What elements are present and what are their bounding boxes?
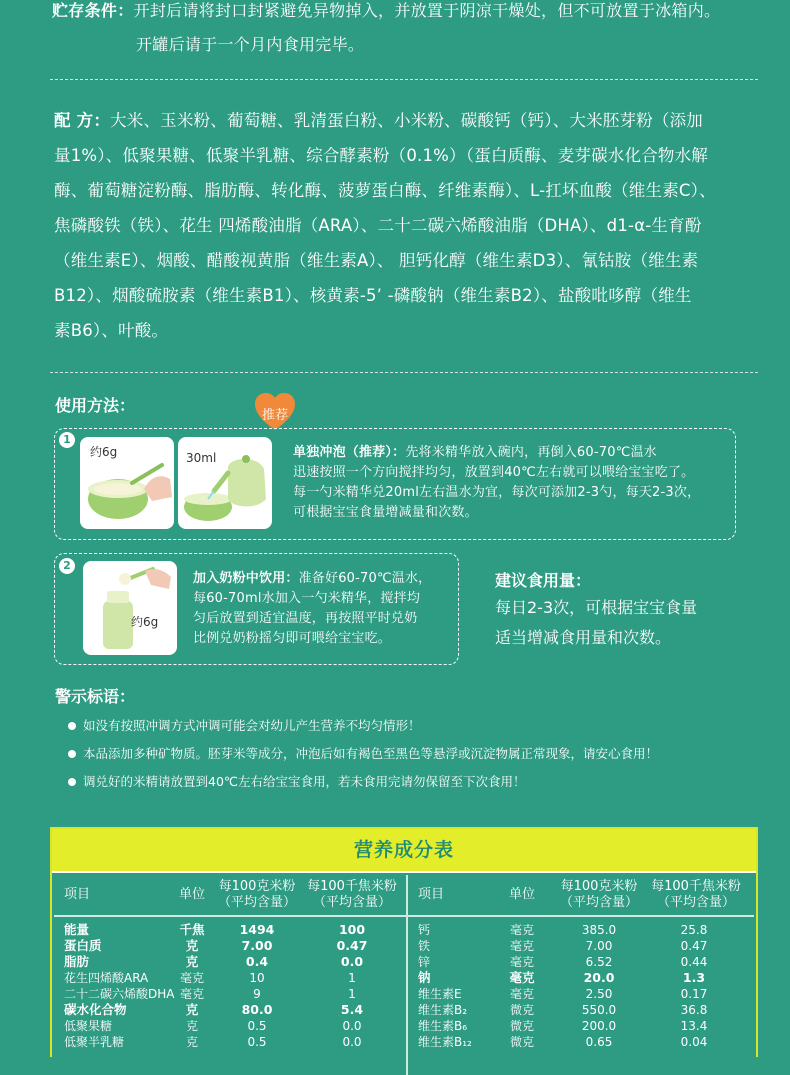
nutrition-cell-kj: 0.17 xyxy=(680,987,708,1001)
nutrition-cell-unit: 微克 xyxy=(509,1019,534,1033)
ingredients-line: 配 方：大米、玉米粉、葡萄糖、乳清蛋白粉、小米粉、碳酸钙（钙）、大米胚芽粉（添加 xyxy=(54,111,703,130)
nutrition-cell-item: 低聚半乳糖 xyxy=(64,1035,125,1049)
nutrition-cell-item: 钠 xyxy=(418,970,431,985)
nutrition-cell-unit: 千焦 xyxy=(179,922,205,937)
nutrition-cell-g: 9 xyxy=(253,987,261,1001)
ingredients-label: 配 方： xyxy=(54,111,111,130)
nutrition-cell-item: 花生四烯酸ARA xyxy=(64,971,149,985)
nutrition-cell-item: 二十二碳六烯酸DHA xyxy=(64,987,175,1001)
nutrition-cell-g: 0.4 xyxy=(245,954,269,969)
divider xyxy=(50,79,758,80)
nutrition-cell-g: 10 xyxy=(249,971,265,985)
nutrition-cell-item: 维生素B₆ xyxy=(418,1019,468,1033)
step2-text: 加入奶粉中饮用：准备好60-70℃温水， 每60-70ml水加入一勺米精华，搅拌均 匀后放置到适宜温度，再按照平时兑奶 比例兑奶粉摇匀即可喂给宝宝吃。 xyxy=(193,571,432,646)
nutrition-cell-kj: 0.04 xyxy=(680,1035,708,1049)
step2-amount-label: 约6g xyxy=(131,615,159,629)
storage-label: 贮存条件： xyxy=(52,1,134,20)
nutrition-cell-g: 385.0 xyxy=(581,923,617,937)
nutrition-cell-g: 550.0 xyxy=(581,1003,617,1017)
bullet-icon xyxy=(68,722,76,730)
nutrition-cell-g: 20.0 xyxy=(583,970,615,985)
nutrition-cell-unit: 毫克 xyxy=(509,987,534,1001)
nutrition-cell-item: 碳水化合物 xyxy=(64,1002,127,1017)
nutrition-cell-unit: 毫克 xyxy=(509,923,534,937)
nutrition-cell-kj: 36.8 xyxy=(680,1003,708,1017)
nutrition-cell-g: 0.5 xyxy=(247,1035,267,1049)
usage-title: 使用方法： xyxy=(55,396,136,415)
nutrition-cell-unit: 毫克 xyxy=(179,971,204,985)
step1-image-kettle xyxy=(178,437,272,529)
nutrition-cell-unit: 克 xyxy=(185,1035,198,1049)
recommend-badge xyxy=(253,392,297,432)
nutrition-cell-kj: 0.44 xyxy=(680,955,708,969)
step1-text: 单独冲泡（推荐）：先将米精华放入碗内，再倒入60-70℃温水 迅速按照一个方向搅拌均匀，放置到40℃左右就可以喂给宝宝吃了。 每一勺米精华兑20ml左右温水为宜，每次可添加2-3勺，每天2-3次， 可根据宝宝食量增减量和次数。 xyxy=(293,445,701,520)
nutrition-cell-unit: 毫克 xyxy=(509,955,534,969)
nutrition-cell-g: 0.65 xyxy=(585,1035,613,1049)
nutrition-cell-item: 维生素E xyxy=(418,987,462,1001)
warning-item: 调兑好的米精请放置到40℃左右给宝宝食用，若未食用完请勿保留至下次食用！ xyxy=(68,772,525,790)
step2-number: 2 xyxy=(59,558,75,574)
storage-line-1 xyxy=(52,0,720,21)
nutrition-cell-kj: 0.0 xyxy=(342,1035,362,1049)
nutrition-cell-kj: 0.47 xyxy=(680,939,708,953)
nutrition-cell-g: 7.00 xyxy=(241,938,273,953)
nutrition-cell-g: 2.50 xyxy=(585,987,613,1001)
ingredients-line: 量1%）、低聚果糖、低聚半乳糖、综合酵素粉（0.1%）（蛋白质酶、麦芽碳水化合物水解 xyxy=(54,146,708,165)
table-divider xyxy=(406,875,408,1075)
nutrition-cell-kj: 0.47 xyxy=(336,938,368,953)
ingredients-line: 素B6）、叶酸。 xyxy=(54,321,169,340)
nutrition-cell-item: 维生素B₂ xyxy=(418,1003,468,1017)
ingredients xyxy=(54,103,744,348)
nutrition-cell-item: 蛋白质 xyxy=(64,938,102,953)
bullet-icon xyxy=(68,778,76,786)
nutrition-cell-item: 能量 xyxy=(64,922,90,937)
nutrition-title: 营养成分表 xyxy=(52,829,756,871)
nutrition-cell-kj: 5.4 xyxy=(340,1002,364,1017)
warning-item: 本品添加多种矿物质。胚芽米等成分，冲泡后如有褐色至黑色等悬浮或沉淀物属正常现象，请安心食用！ xyxy=(68,744,658,762)
nutrition-cell-g: 6.52 xyxy=(585,955,613,969)
col-unit: 单位 xyxy=(178,887,205,902)
nutrition-body xyxy=(52,873,756,1073)
nutrition-cell-item: 脂肪 xyxy=(64,954,90,969)
nutrition-cell-kj: 0.0 xyxy=(342,1019,362,1033)
step1-volume-label: 30ml xyxy=(186,451,217,465)
step1-number: 1 xyxy=(59,432,75,448)
nutrition-cell-g: 0.5 xyxy=(247,1019,267,1033)
nutrition-cell-kj: 25.8 xyxy=(680,923,708,937)
step2-image-bottle xyxy=(83,561,177,655)
nutrition-cell-item: 低聚果糖 xyxy=(64,1019,113,1033)
step1-amount-label: 约6g xyxy=(90,445,118,459)
nutrition-cell-unit: 毫克 xyxy=(509,970,535,985)
nutrition-cell-kj: 100 xyxy=(338,922,366,937)
suggest-line-1: 每日2-3次，可根据宝宝食量 xyxy=(495,598,698,617)
badge-label: 推荐 xyxy=(261,408,288,423)
nutrition-cell-kj: 1.3 xyxy=(682,970,706,985)
nutrition-cell-unit: 克 xyxy=(185,954,199,969)
nutrition-cell-kj: 1 xyxy=(348,971,356,985)
warnings-title: 警示标语： xyxy=(55,687,136,706)
nutrition-cell-unit: 克 xyxy=(185,1019,198,1033)
ingredients-line: B12）、烟酸硫胺素（维生素B1）、核黄素-5’ -磷酸钠（维生素B2）、盐酸吡哆醇（维生 xyxy=(54,286,692,305)
step1-image-bowl xyxy=(80,437,174,529)
nutrition-cell-item: 锌 xyxy=(418,955,431,969)
col-per100g: 每100克米粉 （平均含量） xyxy=(217,879,296,910)
bullet-icon xyxy=(68,750,76,758)
col-per100kj: 每100千焦米粉 （平均含量） xyxy=(307,879,397,910)
nutrition-cell-item: 铁 xyxy=(418,939,431,953)
suggest-line-2: 适当增减食用量和次数。 xyxy=(495,628,672,647)
ingredients-line: 焦磷酸铁（铁）、花生 四烯酸油脂（ARA）、二十二碳六烯酸油脂（DHA）、d1-α-生育酚 xyxy=(54,216,702,235)
nutrition-cell-g: 80.0 xyxy=(241,1002,273,1017)
suggest-title: 建议食用量： xyxy=(495,571,592,590)
nutrition-table xyxy=(50,827,758,1057)
nutrition-cell-item: 钙 xyxy=(418,923,431,937)
col-per100g: 每100克米粉 （平均含量） xyxy=(559,879,638,910)
nutrition-cell-kj: 1 xyxy=(348,987,356,1001)
table-divider xyxy=(54,915,754,917)
nutrition-cell-g: 200.0 xyxy=(581,1019,617,1033)
step1-heading: 单独冲泡（推荐）： xyxy=(293,445,406,460)
nutrition-cell-g: 1494 xyxy=(239,922,275,937)
nutrition-cell-unit: 克 xyxy=(185,938,199,953)
warning-item: 如没有按照冲调方式冲调可能会对幼儿产生营养不均匀情形！ xyxy=(68,716,421,734)
nutrition-cell-unit: 毫克 xyxy=(509,939,534,953)
storage-text-1: 开封后请将封口封紧避免异物掉入，并放置于阴凉干燥处，但不可放置于冰箱内。 xyxy=(133,1,721,20)
nutrition-cell-kj: 0.0 xyxy=(340,954,364,969)
col-item: 项目 xyxy=(64,887,91,902)
step2-heading: 加入奶粉中饮用： xyxy=(193,571,299,586)
col-unit: 单位 xyxy=(508,887,535,902)
nutrition-cell-unit: 微克 xyxy=(509,1003,534,1017)
col-per100kj: 每100千焦米粉 （平均含量） xyxy=(651,879,741,910)
divider xyxy=(50,372,758,373)
ingredients-line: 酶、葡萄糖淀粉酶、脂肪酶、转化酶、菠萝蛋白酶、纤维素酶）、L-扛坏血酸（维生素C）、 xyxy=(54,181,716,200)
nutrition-cell-item: 维生素B₁₂ xyxy=(418,1035,472,1049)
nutrition-cell-kj: 13.4 xyxy=(680,1019,708,1033)
col-item: 项目 xyxy=(418,887,445,902)
nutrition-cell-g: 7.00 xyxy=(585,939,613,953)
nutrition-cell-unit: 微克 xyxy=(509,1035,534,1049)
ingredients-line: （维生素E）、烟酸、醋酸视黄脂（维生素A）、 胆钙化醇（维生素D3）、氰钴胺（维生素 xyxy=(54,251,699,270)
nutrition-cell-unit: 毫克 xyxy=(179,987,204,1001)
nutrition-cell-unit: 克 xyxy=(185,1002,199,1017)
storage-line-2: 开罐后请于一个月内食用完毕。 xyxy=(136,35,365,54)
